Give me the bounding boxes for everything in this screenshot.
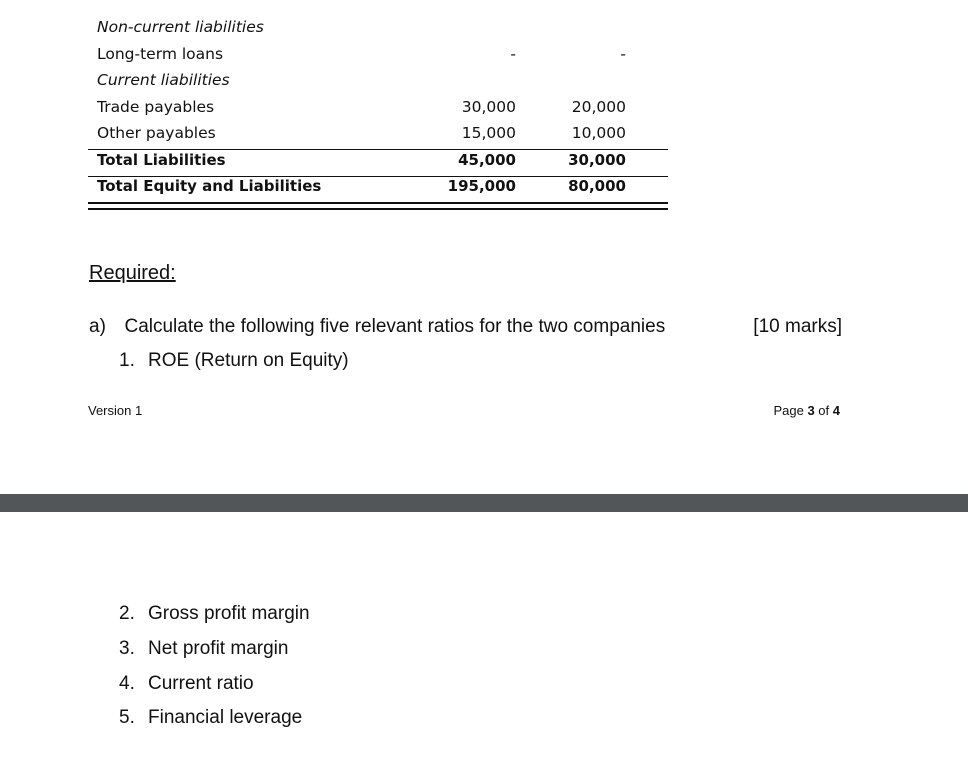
list-item [119,350,349,372]
list-number: 5. [119,707,135,728]
list-item [119,603,310,625]
company-1-value: 45,000 [458,150,516,169]
row-label: Total Equity and Liabilities [97,177,322,195]
list-item [119,638,288,660]
page-prefix: Page [773,403,804,418]
list-text: ROE (Return on Equity) [148,350,349,371]
row-label: Trade payables [97,97,215,116]
table-row [88,67,668,94]
company-1-value: - [510,44,516,63]
row-label: Total Liabilities [97,150,226,169]
question-label: a) [89,316,106,337]
page-total: 4 [832,403,840,418]
page-of: of [818,403,830,418]
table-row [88,120,668,147]
company-2-value: 20,000 [571,97,626,116]
list-text: Financial leverage [148,707,303,728]
list-text: Current ratio [148,673,254,694]
question-text: Calculate the following five relevant ratios for the two companies [124,316,666,337]
list-text: Gross profit margin [148,603,310,624]
company-1-value: 30,000 [461,97,516,116]
list-item [119,673,254,695]
row-label: Current liabilities [97,71,230,89]
table-row-total-liabilities [88,147,668,174]
table-row [88,41,668,68]
list-number: 4. [119,673,135,694]
company-1-value: 15,000 [461,124,516,142]
page-current: 3 [807,403,815,418]
row-label: Other payables [97,124,216,142]
list-text: Net profit margin [148,638,289,659]
version-label: Version 1 [88,403,143,418]
list-number: 3. [119,638,135,659]
company-1-value: 195,000 [447,177,516,195]
marks-label: [10 marks] [753,316,842,337]
table-row [88,94,668,121]
page-separator [0,494,968,512]
question-a [89,316,665,338]
list-item [119,707,302,729]
company-2-value: - [620,44,626,63]
document-page-4 [0,512,968,760]
company-2-value: 80,000 [568,177,626,195]
row-label: Non-current liabilities [97,18,264,36]
page-number [773,403,840,418]
row-label: Long-term loans [97,44,224,63]
liabilities-table [88,14,668,200]
table-row [88,14,668,41]
table-rule-above-total-liabilities [88,149,668,150]
table-rule-above-total-equity [88,176,668,177]
list-number: 2. [119,603,135,624]
required-heading: Required: [89,262,176,284]
list-number: 1. [119,350,135,371]
company-2-value: 10,000 [571,124,626,142]
table-double-rule [88,202,668,210]
company-2-value: 30,000 [568,150,626,169]
